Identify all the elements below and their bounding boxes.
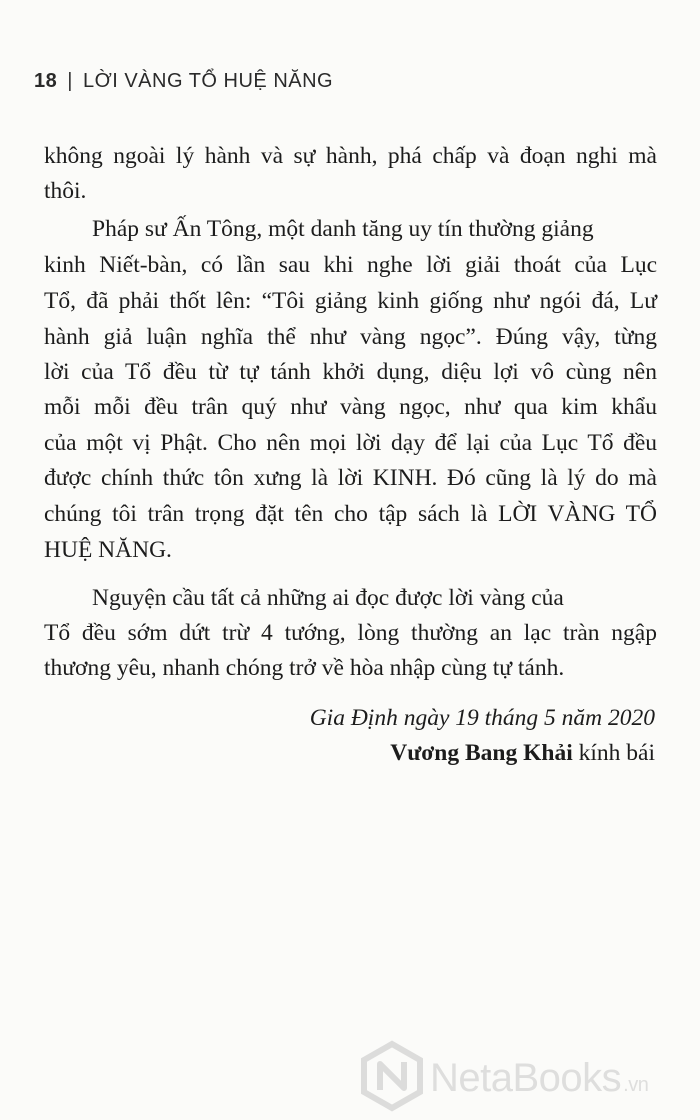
book-title: LỜI VÀNG TỔ HUỆ NĂNG <box>82 70 334 92</box>
watermark-suffix: .vn <box>623 1074 649 1096</box>
text-line: của một vị Phật. Cho nên mọi lời dạy để lại của Lục Tổ đều <box>44 430 657 456</box>
text-line: thôi. <box>44 178 87 204</box>
text-line: lời của Tổ đều từ tự tánh khởi dụng, diệu lợi vô cùng nên <box>44 359 657 385</box>
paragraph-first-line: Nguyện cầu tất cả những ai đọc được lời vàng của <box>92 585 564 611</box>
watermark <box>360 1040 700 1120</box>
text-line: Tổ đều sớm dứt trừ 4 tướng, lòng thường an lạc tràn ngập <box>44 620 657 646</box>
signature-closing: kính bái <box>578 740 655 766</box>
text-line: Tổ, đã phải thốt lên: “Tôi giảng kinh giống như ngói đá, Lư <box>44 288 657 314</box>
text-line: chúng tôi trân trọng đặt tên cho tập sách là LỜI VÀNG TỔ <box>44 501 657 527</box>
signature <box>390 738 655 768</box>
author-name: Vương Bang Khải <box>390 740 573 766</box>
page-number: 18 <box>34 70 58 92</box>
text-line: HUỆ NĂNG. <box>44 537 172 563</box>
watermark-brand-name: NetaBooks <box>430 1056 622 1100</box>
text-line: hành giả luận nghĩa thể như vàng ngọc”. Đúng vậy, từng <box>44 324 657 350</box>
paragraph-first-line: Pháp sư Ấn Tông, một danh tăng uy tín thường giảng <box>92 216 594 242</box>
header-separator: | <box>67 70 73 92</box>
signature-date: Gia Định ngày 19 tháng 5 năm 2020 <box>309 705 655 731</box>
watermark-brand <box>430 1056 648 1101</box>
text-line: mỗi mỗi đều trân quý như vàng ngọc, như qua kim khẩu <box>44 394 657 420</box>
text-line: không ngoài lý hành và sự hành, phá chấp và đoạn nghi mà <box>44 143 657 169</box>
text-line: được chính thức tôn xưng là lời KINH. Đó cũng là lý do mà <box>44 465 657 491</box>
netabooks-logo-icon <box>360 1040 424 1112</box>
text-line: kinh Niết-bàn, có lần sau khi nghe lời giải thoát của Lục <box>44 252 657 278</box>
running-header <box>34 70 333 93</box>
text-line: thương yêu, nhanh chóng trở về hòa nhập cùng tự tánh. <box>44 655 565 681</box>
